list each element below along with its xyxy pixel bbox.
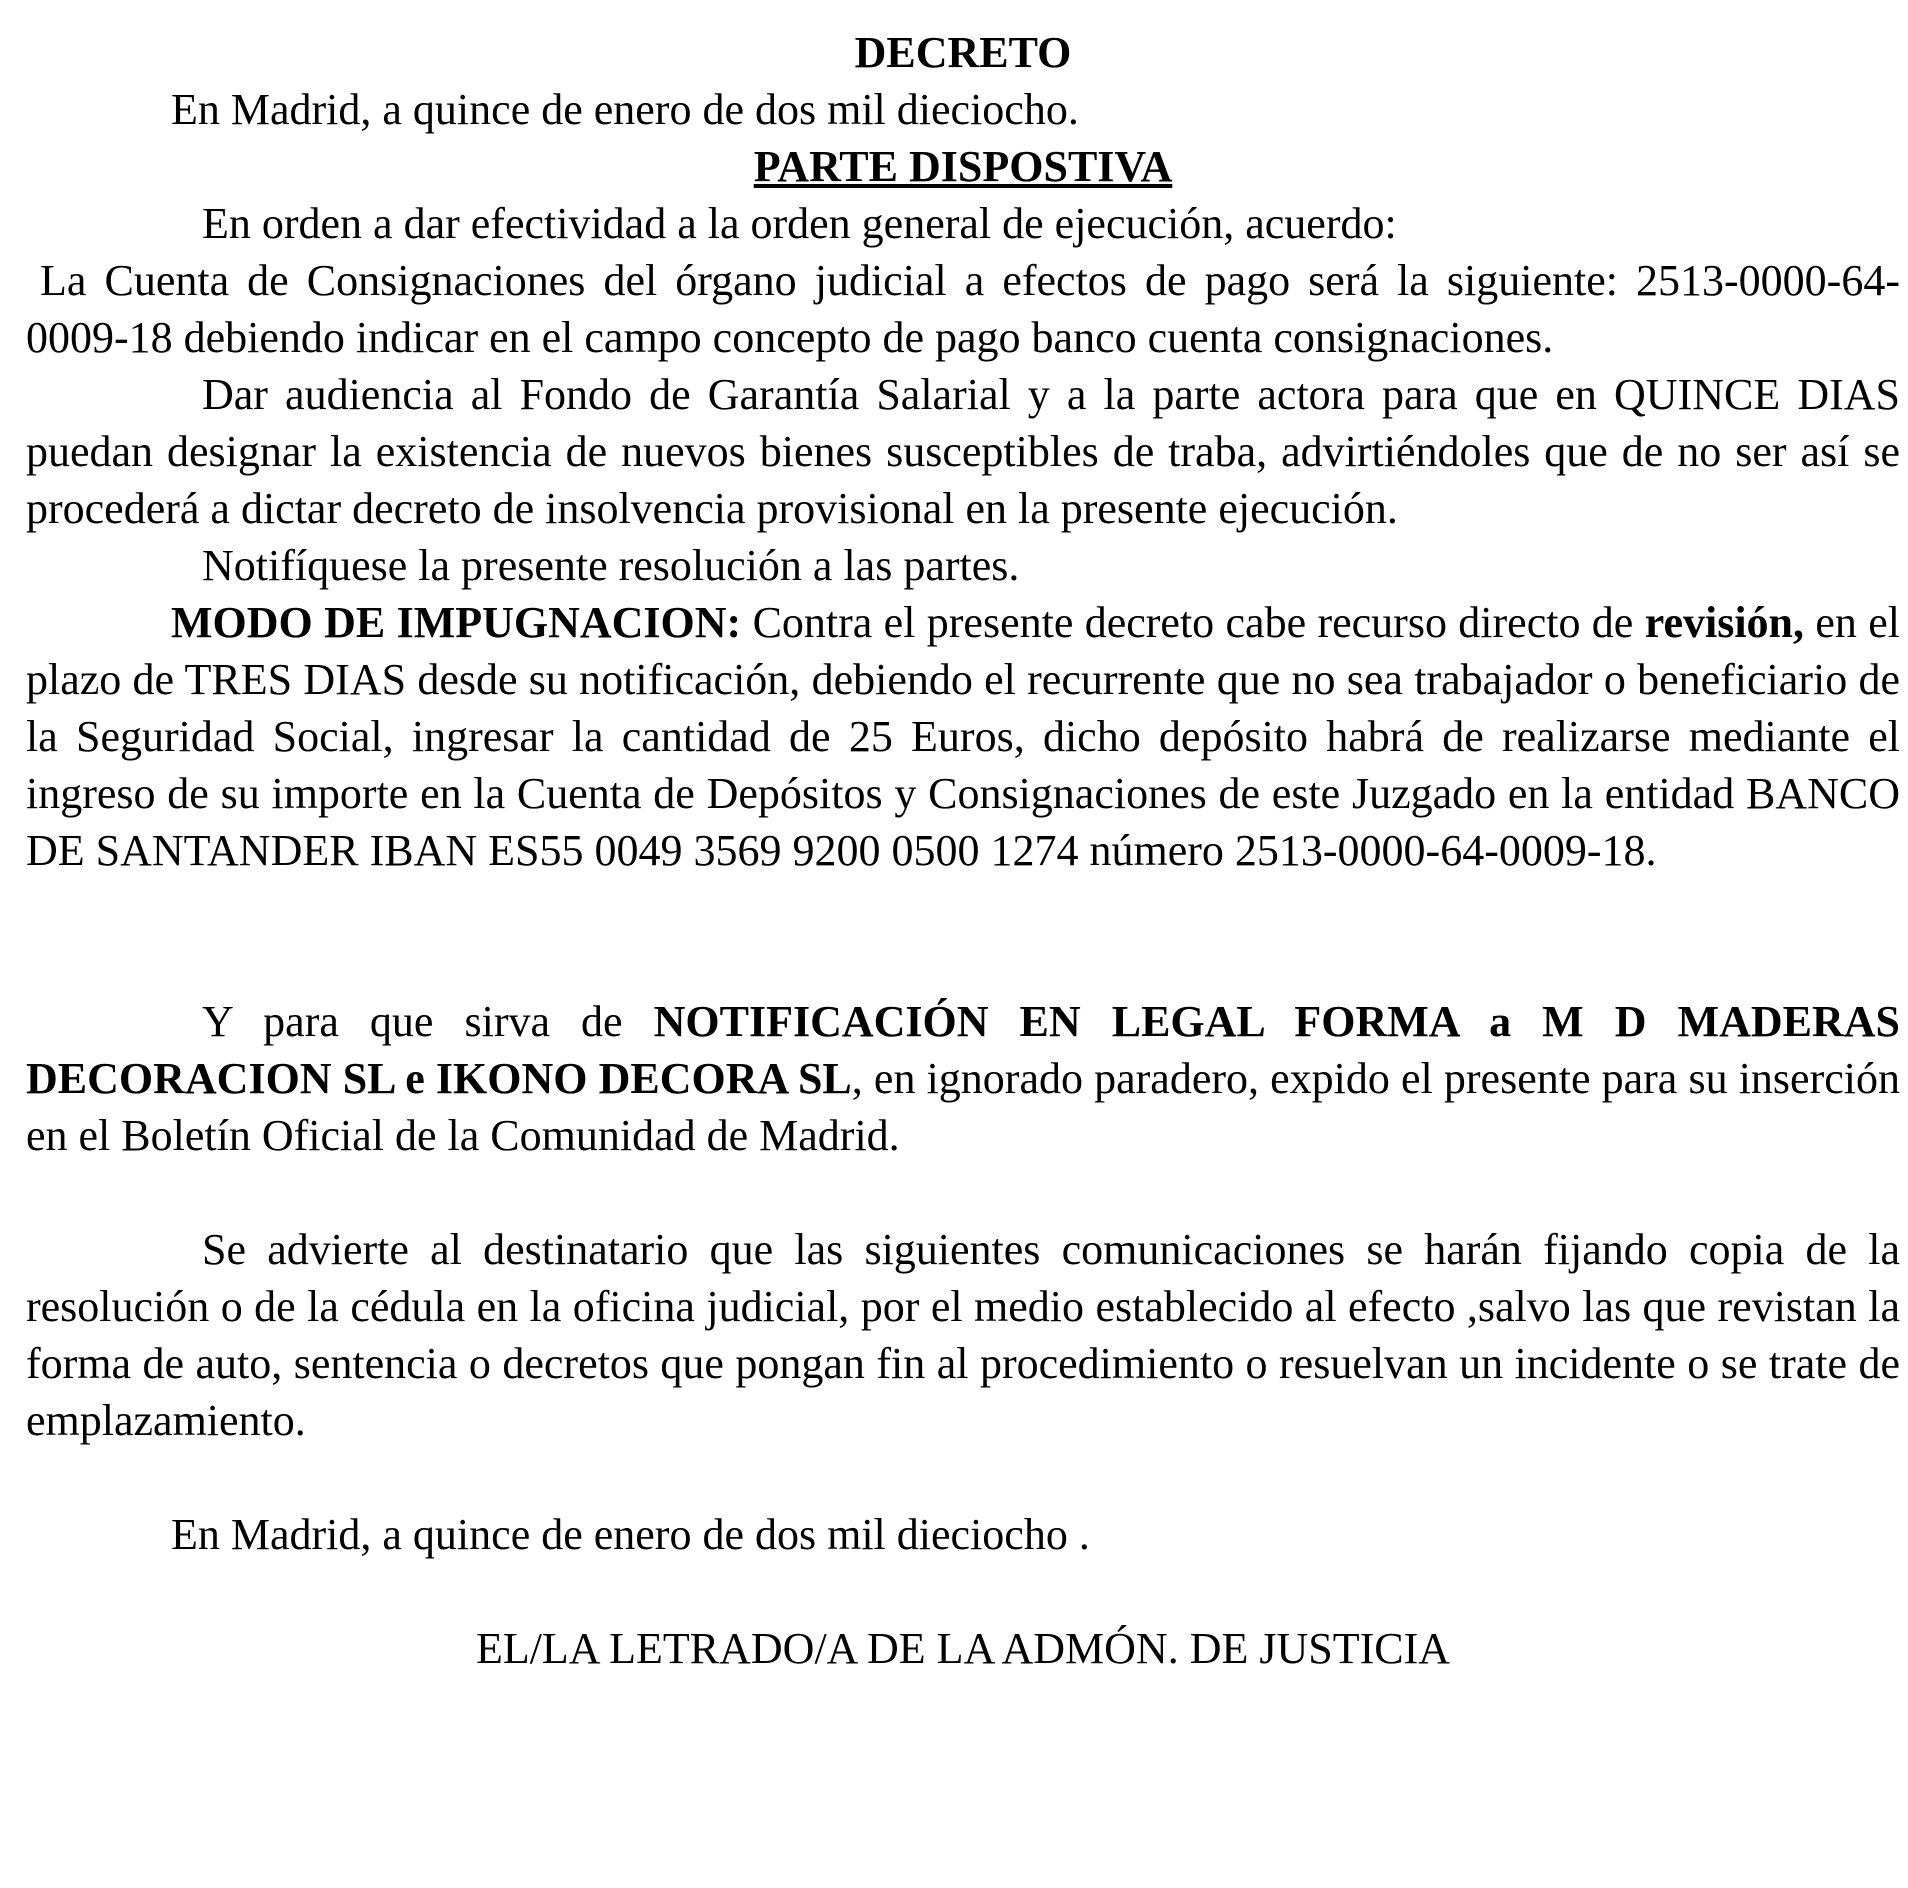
spacer <box>26 1563 1900 1620</box>
spacer <box>26 1449 1900 1506</box>
paragraph-order: En orden a dar efectividad a la orden general de ejecución, acuerdo: <box>202 199 1397 248</box>
signature-line: EL/LA LETRADO/A DE LA ADMÓN. DE JUSTICIA <box>475 1624 1451 1673</box>
appeal-revision: revisión, <box>1644 598 1805 647</box>
spacer <box>26 1164 1900 1221</box>
notice-text-b: , en ignorado paradero, expido el presente para su inserción en el Boletín Oficial de la Comunidad de Madrid. <box>26 1054 1900 1160</box>
document-page <box>26 24 1900 1677</box>
appeal-heading: MODO DE IMPUGNACION: <box>171 598 742 647</box>
section-heading: PARTE DISPOSTIVA <box>753 142 1173 191</box>
notice-text-a: Y para que sirva de <box>202 997 654 1046</box>
appeal-text-b: en el plazo de TRES DIAS desde su notificación, debiendo el recurrente que no sea trabajador o beneficiario de la Seguridad Social, ingresar la cantidad de 25 Euros, dicho depósito habrá de realizarse mediante el ingreso de su importe en la Cuenta de Depósitos y Consignaciones de este Juzgado en la entidad BANCO DE SANTANDER IBAN ES55 0049 3569 9200 0500 1274 número 2513-0000-64-0009-18. <box>26 598 1900 875</box>
spacer <box>26 879 1900 993</box>
paragraph-account: La Cuenta de Consignaciones del órgano judicial a efectos de pago será la siguiente: 2513-0000-64-0009-18 debiendo indicar en el campo concepto de pago banco cuenta consignaciones. <box>26 256 1900 362</box>
paragraph-appeal <box>26 594 1900 879</box>
closing-date: En Madrid, a quince de enero de dos mil dieciocho . <box>171 1510 1090 1559</box>
paragraph-warning: Se advierte al destinatario que las siguientes comunicaciones se harán fijando copia de la resolución o de la cédula en la oficina judicial, por el medio establecido al efecto ,salvo las que revistan la forma de auto, sentencia o decretos que pongan fin al procedimiento o resuelvan un incidente o se trate de emplazamiento. <box>26 1225 1900 1445</box>
paragraph-hearing: Dar audiencia al Fondo de Garantía Salarial y a la parte actora para que en QUINCE DIAS puedan designar la existencia de nuevos bienes susceptibles de traba, advirtiéndoles que de no ser así se procederá a dictar decreto de insolvencia provisional en la presente ejecución. <box>26 370 1900 533</box>
appeal-text-a: Contra el presente decreto cabe recurso directo de <box>741 598 1645 647</box>
paragraph-notify: Notifíquese la presente resolución a las partes. <box>202 541 1020 590</box>
opening-date: En Madrid, a quince de enero de dos mil dieciocho. <box>171 85 1079 134</box>
document-title: DECRETO <box>854 28 1072 77</box>
paragraph-legal-notice <box>26 993 1900 1164</box>
notice-bold-parties: NOTIFICACIÓN EN LEGAL FORMA a M D MADERAS DECORACION SL e IKONO DECORA SL <box>26 997 1900 1103</box>
